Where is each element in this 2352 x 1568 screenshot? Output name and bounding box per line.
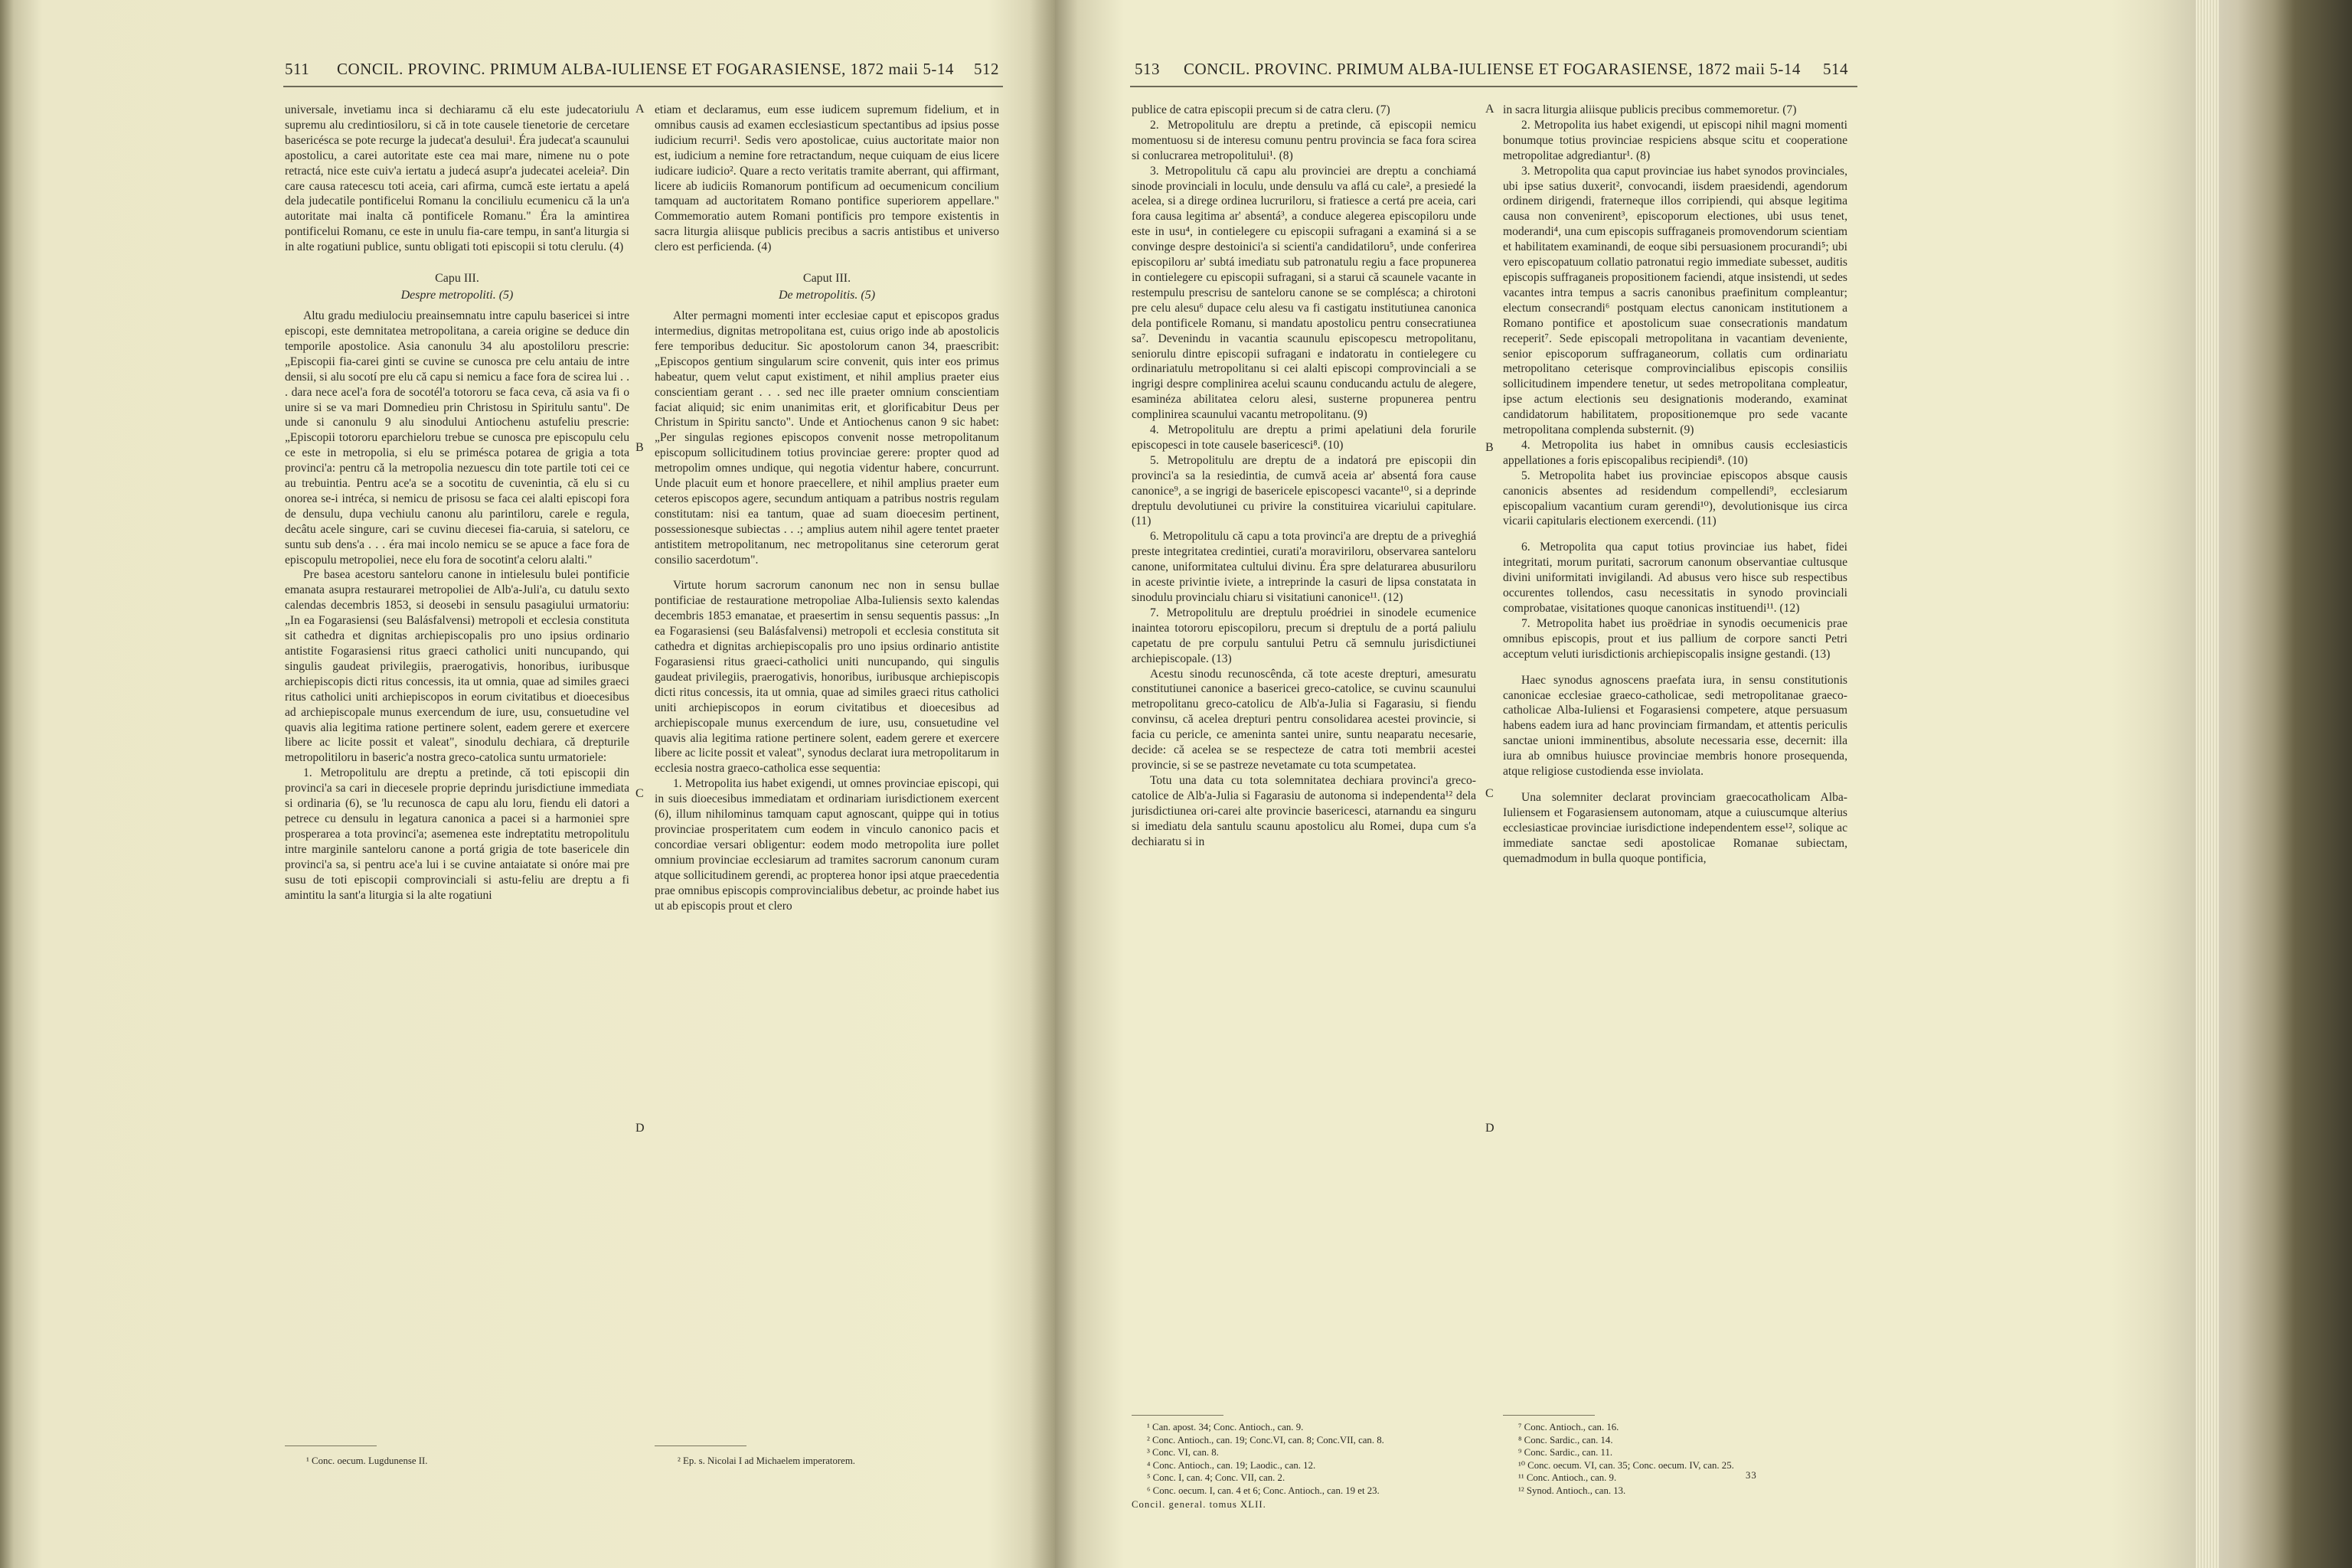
paragraph: Alter permagni momenti inter ecclesiae caput et episcopos gradus intermedius, dignitas metropolitana est, cuius origo inde ab apostolicis fere temporibus deducitur. Sic apostolorum canon 34, praescribit: „Episcopos gentium singularum scire convenit, quis inter eos primus habeatur, quem velut caput existiment, et nihil amplius praeter eius conscientiam gerant . . . sed nec ille praeter omnium conscientiam faciat aliquid; sic enim unanimitas erit, et glorificabitur Deus per Christum in Spiritu sancto". Unde et Antiochenus canon 9 sic habet: „Per singulas regiones episcopos convenit nosse metropolitanum episcopum sollicitudinem totius provinciae gerere: propter quod ad metropolim omnes undique, qui negotia videntur habere, concurrunt. Unde placuit eum et honore praecellere, et nihil amplius praeter eum ceteros episcopos agere, secundum antiquam a patribus nostris regulam constitutam: nisi ea tantum, quae ad suam dioecesim pertinent, possessionesque subiectas . . .; amplius autem nihil agere tentet praeter antistitem metropolitanum, nec metropolitanus sine ceterorum gerat consilio sacerdotum". [655,309,999,567]
footnote: ² Conc. Antioch., can. 19; Conc.VI, can. 8; Conc.VII, can. 8. [1147,1434,1384,1446]
paragraph: Totu una data cu tota solemnitatea dechiara provinci'a greco-catolice de Alb'a-Julia si Fagarasiu de autonoma si independenta¹² dela jurisdictiunea ori-carei alte provincie basericesci, atarnandu ea singuru si imediatu dela santulu scaunu apostolicu alu Romei, dupa cum s'a dechiaratu si in [1132,773,1476,848]
chapter-subheading: Despre metropoliti. (5) [400,289,514,302]
footnote: ⁹ Conc. Sardic., can. 11. [1518,1447,1613,1458]
paragraph: 1. Metropolitulu are dreptu a pretinde, că toti episcopii din provinci'a sa cari in diecesele proprie deprindu jurisdictiune immediata si ordinaria (6), se 'lu recunosca de capu alu loru, fiendu eli datori a petrece cu densulu in legatura canonica a pacei si a harmoniei spre prosperarea a tota provinci'a; asemenea este indreptatitu metropolitulu intre marginile santeloru canone a portá grigia de tote basericele din provinci'a sa, si pentru ace'a lui i se cuvine antaiatate si onóre mai pre susu de toti episcopii comprovinciali si astu-feliu are dreptu a fi amintitu la sant'a liturgia si la alte rogatiuni [285,766,629,902]
chapter-heading: Capu III. [435,272,479,286]
paragraph: 7. Metropolitulu are dreptulu proédriei in sinodele ecumenice inaintea totororu episcopiloru, precum si dreptulu de a portá paliulu capetatu de pre corpulu santului Petru că semnulu jurisdictiunei archiepiscopale. (13) [1132,606,1476,665]
footnote-rule [1503,1415,1595,1416]
paragraph: publice de catra episcopii precum si de catra cleru. (7) [1132,103,1390,116]
folio-number: 33 [1746,1470,1757,1481]
footnotes [1518,1421,1847,1497]
section-marker: C [635,787,644,800]
section-marker: A [635,103,645,116]
running-title: CONCIL. PROVINC. PRIMUM ALBA-IULIENSE ET FOGARASIENSE, 1872 maii 5-14 [1184,60,1801,78]
header-rule [1130,86,1857,87]
paragraph: 7. Metropolita habet ius proëdriae in synodis oecumenicis prae omnibus episcopis, prout et ius pallium de corpore sancti Petri acceptum veluti iurisdictionis archiepiscopalis insigne gestandi. (13) [1503,616,1847,661]
paragraph: 2. Metropolita ius habet exigendi, ut episcopi nihil magni momenti bonumque totius provinciae respiciens absque scitu et cooperatione metropolitae adgrediantur¹. (8) [1503,118,1847,162]
latin-column-right [1503,103,1847,867]
footnote: ² Ep. s. Nicolai I ad Michaelem imperatorem. [678,1455,855,1466]
paragraph: 3. Metropolita qua caput provinciae ius habet synodos provinciales, ubi ipse satius duxerit², convocandi, iisdem praesidendi, agendorum ordinem dirigendi, fraterneque illos corripiendi, qui absque legitima causa non convenirent³, episcoporum electiones, ubi usus tenet, moderandi⁴, una cum episcopis suffraganeis promovendorum scientiam et habilitatem examinandi, de eoque sibi persuasionem procurandi⁵; ubi vero episcopatuum collatio patronatui regio immediate subesset, auditis episcopis suffraganeis propositionem faciendi, atque insistendi, ut sedes vacantes intra tempus a sacris canonibus praefinitum compleantur; electum consecrandi⁶ postquam electus canonicam institutionem a Romano pontifice et apostolicum suae consecrationis mandatum receperit⁷. Sede episcopali metropolitana in vacantiam deveniente, senior episcoporum suffraganeorum, collatis cum ordinariatu metropolitano ceterisque comprovincialibus episcopis consiliis sollicitudinem impendere tenetur, ut sedes metropolitana compleatur, ipse actum electionis seu designationis moderando, examinat candidatorum habilitatem, propositionemque pro sede vacante metropolitana complenda substernit. (9) [1503,164,1847,437]
page-number-514: 514 [1823,60,1848,78]
book-cover-edge [2209,0,2352,1568]
paragraph: universale, invetiamu inca si dechiaramu că elu este judecatoriulu supremu alu credintiosiloru, si că in tote causele tienetorie de cercetare basericésca se pote recurge la judecat'a desului¹. Éra judecat'a scaunului apostolicu, a carei autoritate este cea mai mare, nimene nu o pote retractá, nice este cuiv'a iertatu a judecá asupr'a judecatei aceleia². Din care causa ratecescu toti aceia, cari afirma, cumcă este iertatu a apelá dela judecatile pontificelui Romanu la conciliulu ecumenicu că la un'a autoritate mai inalta că pontificele Romanu." Éra la amintirea pontificelui Romanu, ce este in unulu fia-care tempu, in sant'a liturgia si in alte rogatiuni publice, suntu obligati toti episcopii si totu clerulu. (4) [285,103,629,254]
paragraph: Acestu sinodu recunoscêndа, că tote aceste drepturi, amesuratu constitutiunei canonice a basericei greco-catolice, se cuvinu scaunului metropolitanu greco-catolicu de Alb'a-Julia si Fagarasiu, si fiendu convinsu, că acelea drepturi pentru consolidarea acestei provincie, si facia cu pericle, ce ameninta santei unire, suntu neaparatu necesarie, decide: că acelea se se respecteze de catra toti membrii acestei provincie, si se se pastreze nevetamate cu tota scumpetatea. [1132,667,1476,772]
paragraph: 6. Metropolita qua caput totius provinciae ius habet, fidei integritati, morum puritati, sacrorum canonum observantiae cultusque divini uniformitati invigilandi. Ad abusus vero hisce sub respectibus occurentes tollendos, casu necessitatis in synodo provinciali comprobatae, visitationes quoque canonicas instituendi¹¹. (12) [1503,541,1847,615]
footnote: ⁶ Conc. oecum. I, can. 4 et 6; Conc. Antioch., can. 19 et 23. [1147,1485,1380,1496]
page-edges [2196,0,2219,1568]
footnote: ³ Conc. VI, can. 8. [1147,1447,1219,1458]
signature-line: Concil. general. tomus XLII. [1132,1499,1266,1510]
header-rule [283,86,1003,87]
footnote: ¹ Can. apost. 34; Conc. Antioch., can. 9. [1147,1422,1304,1432]
footnote: ¹ Conc. oecum. Lugdunense II. [306,1455,428,1466]
paragraph: Una solemniter declarat provinciam graecocatholicam Alba-Iuliensem et Fogarasiensem autonomam, atque a cuiuscumque alterius ecclesiasticae provinciae iurisdictione independentem esse¹², solique ac immediate sanctae sedi apostolicae Romanae subiectam, quemadmodum in bulla quoque pontificia, [1503,790,1847,865]
paragraph: 1. Metropolita ius habet exigendi, ut omnes provinciae episcopi, qui in suis dioecesibus immediatam et ordinariam iurisdictionem exercent (6), illum nihilominus tamquam caput agnoscant, quippe qui in totius provinciae prosperitatem cum eodem in vinculo canonico pacis et concordiae versari obligentur: eodem modo metropolita iure pollet omnium provinciae ecclesiarum ad tramites sacrorum canonum curam atque sollicitudinem gerendi, ac propterea honor ipsi atque praecedentia prae omnibus episcopis comprovincialibus debetur, ac proinde habet ius ut ab episcopis prout et clero [655,777,999,913]
section-marker: D [635,1122,645,1135]
paragraph: 5. Metropolitulu are dreptu de a indatorá pre episcopii din provinci'a sa la resiedintia, de cumvă aceia ar' absentá fora cause canonice⁹, a se ingrigi de basericele episcopesci vacante¹⁰, si a deprinde dreptulu devolutiunei cu privire la constituirea vicariului capitulare. (11) [1132,453,1476,528]
page-number-513: 513 [1135,60,1160,78]
footnote: ¹⁰ Conc. oecum. VI, can. 35; Conc. oecum. IV, can. 25. [1518,1459,1734,1471]
paragraph: Haec synodus agnoscens praefata iura, in sensu constitutionis canonicae ecclesiae graeco-catholicae, sedi metropolitanae graeco-catholicae Alba-Iuliensi et Fogarasiensi competere, atque persuasum habens eadem iura ad hanc provinciam firmandam, et attentis periculis sanctae unioni imminentibus, absolute necessaria esse, decernit: illa iura ab omnibus huiusce provinciae membris honore prosequenda, atque religiose custodienda esse inviolata. [1503,673,1847,779]
footnote: ⁷ Conc. Antioch., can. 16. [1518,1422,1619,1432]
footnote: ⁸ Conc. Sardic., can. 14. [1518,1434,1613,1446]
footnote-rule [1132,1415,1223,1416]
footnote: ¹¹ Conc. Antioch., can. 9. [1518,1472,1617,1483]
section-marker: A [1485,103,1494,116]
footnotes [1147,1421,1476,1497]
page-number-512: 512 [974,60,999,78]
chapter-heading: Caput III. [802,272,851,286]
section-marker: D [1485,1122,1494,1135]
footnote: ⁴ Conc. Antioch., can. 19; Laodic., can. 12. [1147,1459,1316,1471]
paragraph: Pre basea acestoru santeloru canone in intielesulu bulei pontificie emanata asupra restaurarei metropoliei de Alb'a-Juli'a, cu datulu sexto calendas decembris 1853, si deosebi in sensulu pasagiului urmatoriu: „In ea Fogarasiensi (seu Balásfalvensi) metropoli et ecclesia constituta sit cathedra et dignitas archiepiscopalis pro uno ipsius ordinario antistite Fogarasiensi ritus graeci catholici uniti nuncupando, qui singulis gaudeat privilegiis, praerogativis, honoribus, iuribusque archiepiscopis dicti ritus concessis, ita ut omnia, quae ad similes graeci ritus catholici uniti archiepiscopos in eorum civitatibus et dioecesibus ad archiepiscopale munus exercendum de iure, usu, consuetudine vel quavis alia legitima ratione pertinere solent, eadem gerere et exercere libere ac licite possit et valeat", sinodulu dechiara, că drepturile metropolitiloru in baseric'a nostra greco-catolica suntu urmatoriele: [285,568,629,765]
paragraph: 6. Metropolitulu că capu a tota provinci'a are dreptu de a priveghiá preste integritatea credintiei, curati'a moraviriloru, observarea santeloru canone, uniformitatea cultului divinu. Éra spre delaturarea abusuriloru in aceste privintie iviete, a intreprinde la casuri de lipsa constatata in sinodulu provincialu chiaru si visitatiuni canonice¹¹. (12) [1132,530,1476,604]
chapter-subheading: De metropolitis. (5) [778,289,876,302]
paragraph: 4. Metropolita ius habet in omnibus causis ecclesiasticis appellationes a foris episcopalibus recipiendi⁸. (10) [1503,438,1847,467]
left-page [0,0,1055,1568]
right-page [1055,0,2219,1568]
section-marker: B [635,441,644,454]
running-title: CONCIL. PROVINC. PRIMUM ALBA-IULIENSE ET FOGARASIENSE, 1872 maii 5-14 [337,60,954,78]
page-number-511: 511 [285,60,310,78]
paragraph: Virtute horum sacrorum canonum nec non in sensu bullae pontificiae de restauratione metropoliae Alba-Iuliensis sexto kalendas decembris 1853 emanatae, et praesertim in sensu sequentis passus: „In ea Fogarasiensi (seu Balásfalvensi) metropoli et ecclesia constituta sit cathedra et dignitas archiepiscopalis pro uno ipsius ordinario antistite Fogarasiensi ritus graeci-catholici uniti nuncupando, qui singulis gaudeat privilegiis, praerogativis, honoribus, iuribusque archiepiscopis dicti ritus concessis, ita ut omnia, quae ad similes graeci ritus catholici uniti archiepiscopos in eorum civitatibus et dioecesibus ad archiepiscopale munus exercendum de iure, usu, consuetudine vel quavis alia legitima ratione pertinere solent, eadem gerere et exercere libere ac licite possit et valeat", synodus declarat iura metropolitarum in ecclesia nostra graeco-catholica esse sequentia: [655,579,999,776]
paragraph: 3. Metropolitulu că capu alu provinciei are dreptu a conchiamá sinode provinciali in loculu, unde densulu va aflá cu cale², a presiedé la acelea, si a direge ordinea lucruriloru, si fratiesce a certá pre aceia, cari fora causa legitima ar' absentá³, a conduce alegerea episcopiloru unde este in usu⁴, in contielegere cu episcopii sufragani a examiná si a se convinge despre destoinici'a si scienti'a candidatiloru⁵, unde conferirea episcopiloru ar' subtá imediatu sub patronatulu regiu a face propunerea in contielegere cu episcopii sufragani, si a starui că scaunele vacante in restempulu prescrisu de santeloru canone se se compléscа; a chirotoni pre celu alesu⁶ dupace celu alesu va fi castigatu institutiunea canonica dela pontificele Romanu, si mandatu apostolicu pentru consecratiunea sa⁷. Devenindu in vacantia scaunulu episcopescu metropolitanu, seniorulu dintre episcopii sufragani e indatoratu in contielegere cu ordinariatulu metropolitanu si cei alalti episcopi comprovinciali a se ingrigi despre complinirea acelui scaunu conducandu actulu de alegere, esaminéza abilitatea celoru alesi, susterne propunerea pentru complinirea scaunului vacantu metropolitanu. (9) [1132,164,1476,422]
paragraph: Altu gradu mediulociu preainsemnatu intre capulu basericei si intre episcopi, este demnitatea metropolitana, a careia origine se deduce din temporile apostolice. Asia canonulu 34 alu apostoliloru prescrie: „Episcopii fia-carei ginti se cuvine se cunosca pre celu antaiu de intre densii, si alu socotí pre elu că capu si nemicu a face fora de scirea lui . . . dara nece acel'a fora de socotél'a totororu se faca ceva, că asia va fi o unire si se va mari Domnedieu prin Christosu in Spiritulu santu". De unde si canonulu 9 alu sinodului Antiochenu astufeliu prescrie: „Episcopii totororu eparchieloru trebue se cunosca pre episcopulu celu ce este in metropolia, si elu se priméscа potarea de grigia a tota provinci'a: pentru că la metropolia nezuescu din tote partile toti cei ce au trebuintia. Pentru ace'a se a socotitu de cuvenintia, că elu si cu onorea se-i intréca, si nemicu de prisosu se faca cei alalti episcopi fora de densulu, dupa vechiulu canonu alu parintiloru, carele e regula, decâtu acele singure, cari se cuvinu diecesei fia-caruia, si sateloru, ce suntu sub dens'a . . . éra mai incolo nemicu se se apuce a face fora de episcopulu metropoliei, nece elu fora de socotint'a celoru alalti." [285,309,629,567]
section-marker: B [1485,441,1494,454]
footnote: ⁵ Conc. I, can. 4; Conc. VII, can. 2. [1147,1472,1285,1483]
romanian-column-left [285,103,629,903]
romanian-column-right [1132,103,1476,849]
section-marker: C [1485,787,1494,800]
footnote: ¹² Synod. Antioch., can. 13. [1518,1485,1626,1496]
paragraph: 4. Metropolitulu are dreptu a primi apelatiuni dela forurile episcopesci in tote causele basericesci⁸. (10) [1132,423,1476,452]
paragraph: etiam et declaramus, eum esse iudicem supremum fidelium, et in omnibus causis ad examen ecclesiasticum spectantibus ad ipsius posse iudicium recurri¹. Sedis vero apostolicae, cuius auctoritate maior non est, iudicium a nemine fore retractandum, neque cuiquam de eius licere iudicare iudicio². Quare a recto veritatis tramite aberrant, qui affirmant, licere ab iudiciis Romanorum pontificum ad oecumenicum concilium tamquam ad auctoritatem Romano pontifice superiorem appellare." Commemoratio autem Romani pontificis pro tempore existentis in sacra liturgia aliisque publicis precibus a sacris antistibus et universo clero est perficienda. (4) [655,103,999,254]
paragraph: 5. Metropolita habet ius provinciae episcopos absque causis canonicis absentes ad residendum compellendi⁹, ecclesiarum episcopalium vacantium curam gerendi¹⁰), devolutionisque ius circa vicarii capitularis electionem exercendi. (11) [1503,469,1847,528]
paragraph: in sacra liturgia aliisque publicis precibus commemoretur. (7) [1503,103,1797,116]
paragraph: 2. Metropolitulu are dreptu a pretinde, că episcopii nemicu momentuosu si de interesu comunu pentru provincia se faca fora scirea si conlucrarea metropolitului¹. (8) [1132,118,1476,162]
latin-column-left [655,103,999,913]
